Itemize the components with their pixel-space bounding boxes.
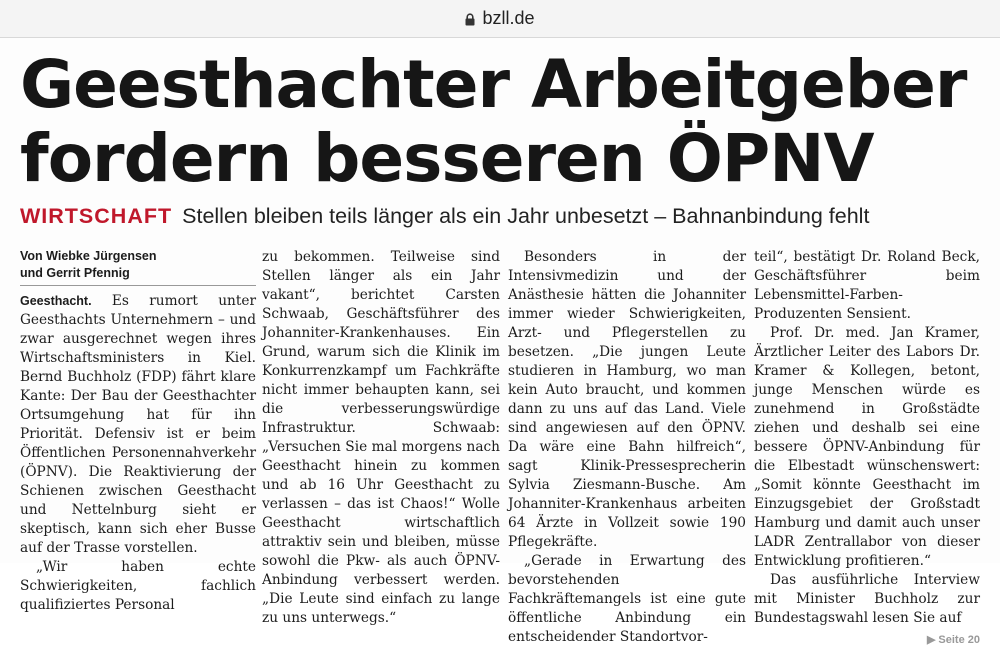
byline-line-1: Von Wiebke Jürgensen: [20, 249, 157, 263]
article-subtitle: Stellen bleiben teils länger als ein Jahr unbesetzt – Bahnanbindung fehlt: [182, 204, 870, 228]
article-column-1: [20, 248, 256, 613]
lock-icon: [465, 13, 475, 26]
newspaper-page: [0, 38, 1000, 646]
paragraph: Prof. Dr. med. Jan Kramer, Ärztlicher Leiter des Labors Dr. Kramer & Kollegen, betont, junge Menschen würde es zunehmend in Großstädte ziehen und deshalb sei eine bessere ÖPNV-Anbindung für die Elbestadt wünschenswert: „Somit könnte Geesthacht im Einzugsgebiet der Großstadt Hamburg und damit auch unser LADR Zentrallabor von dieser Entwicklung profitieren.“: [754, 325, 980, 569]
paragraph: zu bekommen. Teilweise sind Stellen länger als ein Jahr vakant“, berichtet Carsten Schwaab, Geschäftsführer des Johanniter-Krankenhauses. Ein Grund, warum sich die Klinik im Konkurrenzkampf um Fachkräfte nicht immer behaupten kann, sei die verbesserungswürdige Infrastruktur. Schwaab: „Versuchen Sie mal morgens nach Geesthacht hinein zu kommen und ab 16 Uhr Geesthacht zu verlassen – das ist Chaos!“ Wolle Geesthacht wirtschaftlich attraktiv sein und bleiben, müsse sowohl die Pkw- als auch ÖPNV-Anbindung verbessert werden. „Die Leute sind einfach zu lange zu uns unterwegs.“: [262, 249, 500, 626]
article-column-3: [508, 248, 746, 645]
headline-line-2: fordern besseren ÖPNV: [20, 120, 874, 197]
paragraph-text: Es rumort unter Geesthachts Unternehmern – und zwar ausgerechnet wegen ihres Wirtschaftsministers in Kiel. Bernd Buchholz (FDP) fährt klare Kante: Der Bau der Geesthachter Ortsumgehung hat für ihn Priorität. Defensiv ist er beim Öffentlichen Personennahverkehr (ÖPNV). Die Reaktivierung der Schienen zwischen Geesthacht und Nettelnburg sieht er skeptisch, kann sich eher Busse auf der Trasse vorstellen.: [20, 293, 256, 556]
url-text[interactable]: bzll.de: [482, 8, 535, 28]
paragraph: [754, 571, 980, 646]
article-headline: [20, 48, 980, 196]
browser-url-bar[interactable]: [0, 0, 1000, 38]
paragraph: „Wir haben echte Schwierigkeiten, fachlich qualifiziertes Personal: [20, 559, 256, 613]
article-subline: [20, 204, 980, 234]
article-column-4: [754, 248, 980, 646]
paragraph: Besonders in der Intensivmedizin und der Anästhesie hätten die Johanniter immer wieder Schwierigkeiten, Arzt- und Pflegerstellen zu besetzen. „Die jungen Leute studieren in Hamburg, wo man kein Auto braucht, und kommen dann zu uns auf das Land. Viele sind angewiesen auf den ÖPNV. Da wäre eine Bahn hilfreich“, sagt Klinik-Pressesprecherin Sylvia Ziesmann-Busche. Am Johanniter-Krankenhaus arbeiten 64 Ärzte in Vollzeit sowie 190 Pflegekräfte.: [508, 249, 746, 550]
dateline-place: Geesthacht.: [20, 294, 92, 308]
byline-line-2: und Gerrit Pfennig: [20, 266, 130, 280]
paragraph: „Gerade in Erwartung des bevorstehenden Fachkräftemangels ist eine gute öffentliche Anbindung ein entscheidender Standortvor-: [508, 553, 746, 645]
article-column-2: [262, 248, 500, 626]
paragraph: [20, 292, 256, 558]
byline: [20, 248, 256, 282]
section-kicker: WIRTSCHAFT: [20, 204, 173, 228]
byline-divider: [20, 285, 256, 286]
headline-line-1: Geesthachter Arbeitgeber: [20, 46, 967, 123]
page-reference-label: Seite 20: [938, 634, 980, 646]
play-triangle-icon: ▶: [926, 634, 936, 646]
paragraph-text: Das ausführliche Interview mit Minister Buchholz zur Bundestagswahl lesen Sie auf: [754, 572, 980, 626]
paragraph: teil“, bestätigt Dr. Roland Beck, Geschäftsführer beim Lebensmittel-Farben-Produzenten Sensient.: [754, 249, 980, 322]
page-reference: [895, 631, 980, 650]
